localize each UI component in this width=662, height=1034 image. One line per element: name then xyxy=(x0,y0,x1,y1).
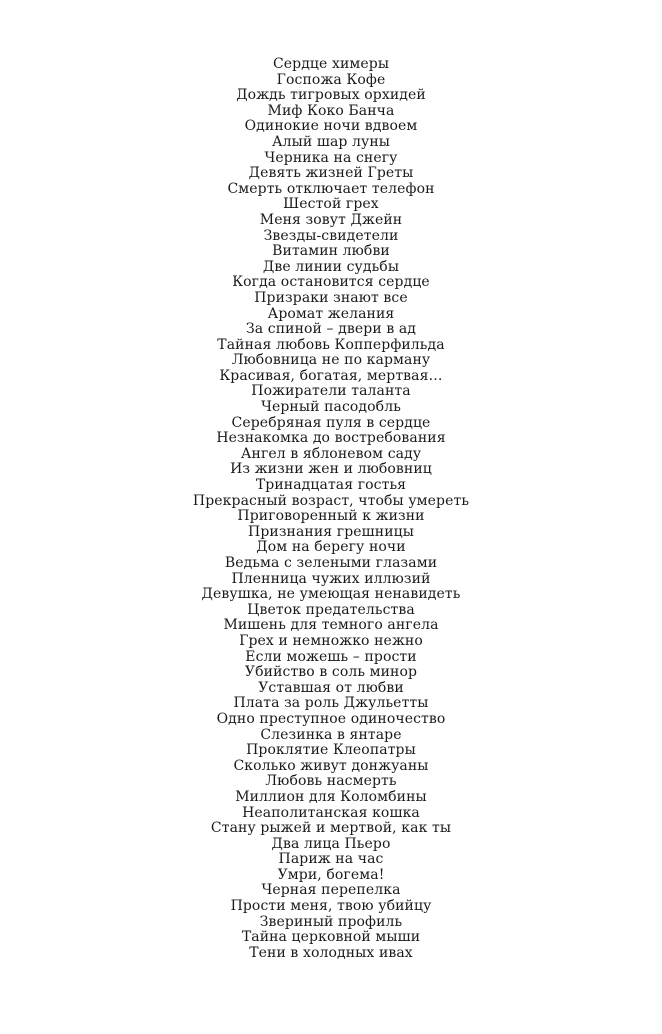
book-title: Смерть отключает телефон xyxy=(227,180,435,197)
book-title: Одно преступное одиночество xyxy=(216,710,446,727)
book-title: Цветок предательства xyxy=(247,601,415,618)
book-title: Мишень для темного ангела xyxy=(223,617,439,634)
book-title: Убийство в соль минор xyxy=(244,664,418,681)
book-title: Тени в холодных ивах xyxy=(249,944,413,961)
book-title: Тринадцатая гостья xyxy=(255,477,407,494)
book-title: Любовница не по карману xyxy=(231,352,431,369)
book-title: Призраки знают все xyxy=(254,289,408,306)
book-title: Звезды-свидетели xyxy=(263,227,399,244)
book-title: Умри, богема! xyxy=(277,866,385,883)
book-title: Слезинка в янтаре xyxy=(260,726,402,743)
book-title: Сердце химеры xyxy=(272,56,390,72)
book-title: Две линии судьбы xyxy=(262,258,400,275)
book-title: Неаполитанская кошка xyxy=(242,804,420,821)
book-title: Если можешь – прости xyxy=(245,648,417,665)
book-title: Красивая, богатая, мертвая… xyxy=(219,367,443,384)
book-title: Уставшая от любви xyxy=(258,679,404,696)
book-title: Черная перепелка xyxy=(261,882,401,899)
book-title: Ведьма с зелеными глазами xyxy=(224,555,438,571)
book-title: Алый шар луны xyxy=(271,133,391,150)
book-title: Любовь насмерть xyxy=(265,773,397,790)
book-title: Ангел в яблоневом саду xyxy=(240,445,422,462)
book-title: Дом на берегу ночи xyxy=(256,539,406,556)
book-title: Прости меня, твою убийцу xyxy=(230,898,432,915)
book-title: Прекрасный возраст, чтобы умереть xyxy=(192,492,470,509)
book-title: Девять жизней Греты xyxy=(248,165,414,182)
book-title: Девушка, не умеющая ненавидеть xyxy=(201,586,461,603)
book-title: Приговоренный к жизни xyxy=(237,508,425,525)
book-title: Грех и немножко нежно xyxy=(239,632,423,649)
book-title: Одинокие ночи вдвоем xyxy=(244,118,418,135)
book-title: Черника на снегу xyxy=(264,149,398,166)
book-title-list xyxy=(0,57,662,961)
book-title: Аромат желания xyxy=(267,305,395,322)
book-title: Шестой грех xyxy=(283,196,379,213)
book-title: Признания грешницы xyxy=(248,523,414,540)
book-title: За спиной – двери в ад xyxy=(245,321,417,338)
book-title: Незнакомка до востребования xyxy=(216,430,446,447)
book-title: Париж на час xyxy=(278,851,384,868)
book-title: Миф Коко Банча xyxy=(267,102,395,119)
book-title: Два лица Пьеро xyxy=(271,835,391,852)
book-title: Госпожа Кофе xyxy=(276,71,386,88)
book-title: Тайная любовь Копперфильда xyxy=(217,336,445,353)
book-title: Черный пасодобль xyxy=(261,399,401,416)
book-title: Серебряная пуля в сердце xyxy=(231,414,431,431)
book-title: Стану рыжей и мертвой, как ты xyxy=(210,820,452,837)
book-title: Сколько живут донжуаны xyxy=(233,757,429,774)
book-title: Проклятие Клеопатры xyxy=(246,742,416,759)
book-title: Пожиратели таланта xyxy=(251,383,411,400)
book-title: Миллион для Коломбины xyxy=(235,788,427,805)
book-title: Плата за роль Джульетты xyxy=(233,695,429,712)
book-title: Когда остановится сердце xyxy=(232,274,430,291)
book-title: Витамин любви xyxy=(272,243,390,260)
book-title: Дождь тигровых орхидей xyxy=(236,87,426,104)
book-title-list-page xyxy=(0,57,662,961)
book-title: Пленница чужих иллюзий xyxy=(231,570,431,587)
book-title: Тайна церковной мыши xyxy=(241,929,421,946)
book-title: Из жизни жен и любовниц xyxy=(230,461,432,478)
book-title: Звериный профиль xyxy=(259,913,403,930)
book-title: Меня зовут Джейн xyxy=(259,211,403,228)
